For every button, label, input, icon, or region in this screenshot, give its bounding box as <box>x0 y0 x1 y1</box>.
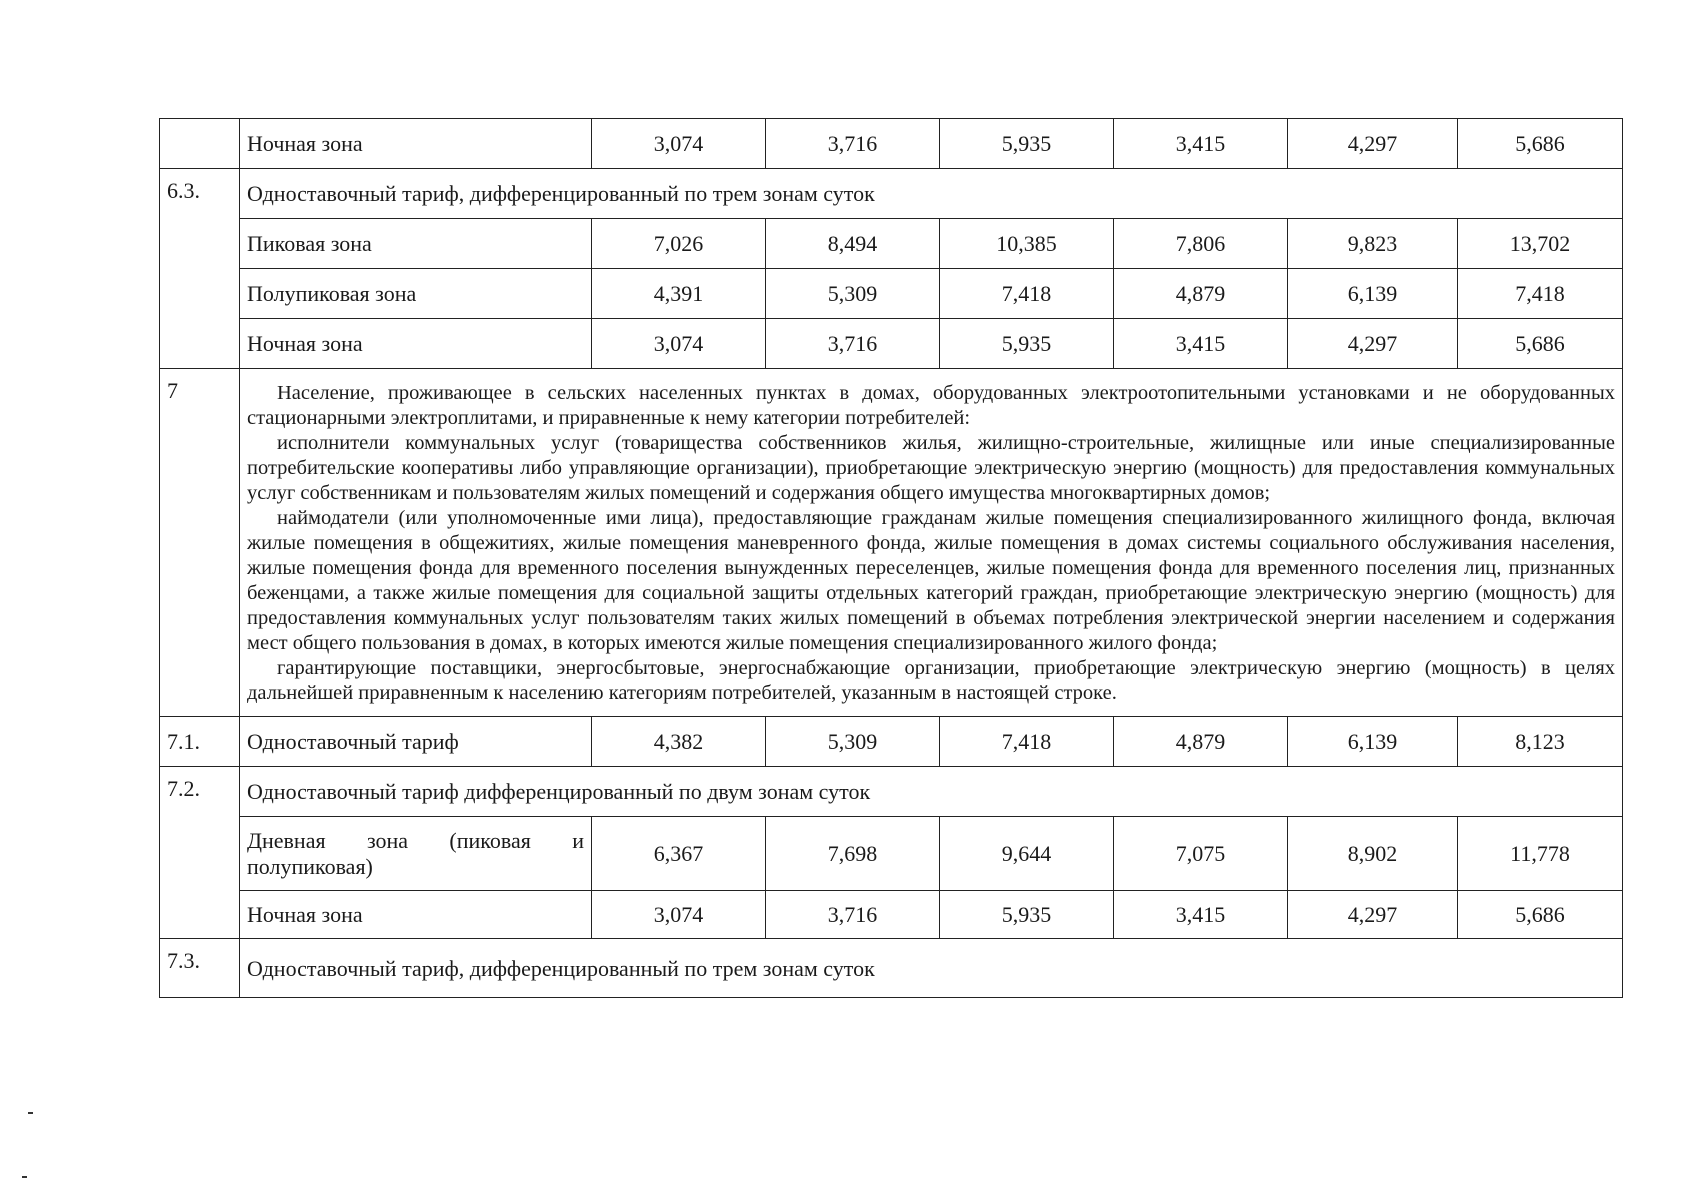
section-title: Одноставочный тариф, дифференцированный по трем зонам суток <box>240 169 1623 219</box>
value-cell: 5,309 <box>766 269 940 319</box>
value-cell: 5,686 <box>1458 319 1623 369</box>
row-number <box>160 119 240 169</box>
value-cell: 7,418 <box>940 717 1114 767</box>
value-cell: 6,367 <box>592 817 766 891</box>
section-row <box>160 939 1623 998</box>
description-row <box>160 369 1623 717</box>
section-title: Одноставочный тариф дифференцированный по двум зонам суток <box>240 767 1623 817</box>
value-cell: 3,415 <box>1114 119 1288 169</box>
row-label: Ночная зона <box>240 319 592 369</box>
row-number: 6.3. <box>160 169 240 369</box>
value-cell: 3,074 <box>592 891 766 939</box>
row-label <box>240 817 592 891</box>
value-cell: 3,415 <box>1114 319 1288 369</box>
row-number: 7 <box>160 369 240 717</box>
value-cell: 8,902 <box>1288 817 1458 891</box>
row-label: Пиковая зона <box>240 219 592 269</box>
section-title: Одноставочный тариф, дифференцированный по трем зонам суток <box>240 939 1623 998</box>
value-cell: 5,309 <box>766 717 940 767</box>
row-number: 7.3. <box>160 939 240 998</box>
value-cell: 5,935 <box>940 319 1114 369</box>
table-row <box>160 319 1623 369</box>
value-cell: 9,644 <box>940 817 1114 891</box>
value-cell: 11,778 <box>1458 817 1623 891</box>
value-cell: 7,806 <box>1114 219 1288 269</box>
value-cell: 5,686 <box>1458 891 1623 939</box>
row-label: Ночная зона <box>240 119 592 169</box>
value-cell: 7,026 <box>592 219 766 269</box>
value-cell: 5,935 <box>940 119 1114 169</box>
table-row <box>160 119 1623 169</box>
table-row <box>160 717 1623 767</box>
paragraph: Население, проживающее в сельских населенных пунктах в домах, оборудованных электроотопительными установками и не оборудованных стационарными электроплитами, и приравненные к нему категории потребителей: <box>247 382 1615 429</box>
value-cell: 7,418 <box>940 269 1114 319</box>
value-cell: 6,139 <box>1288 269 1458 319</box>
tariff-table <box>159 118 1623 998</box>
paragraph: гарантирующие поставщики, энергосбытовые, энергоснабжающие организации, приобретающие электрическую энергию (мощность) в целях дальнейшей приравненным к населению категориям потребителей, указанным в настоящей строке. <box>247 657 1615 704</box>
row-number: 7.2. <box>160 767 240 939</box>
value-cell: 4,879 <box>1114 269 1288 319</box>
value-cell: 7,698 <box>766 817 940 891</box>
value-cell: 5,935 <box>940 891 1114 939</box>
category-description <box>240 369 1623 717</box>
value-cell: 4,382 <box>592 717 766 767</box>
paragraph: наймодатели (или уполномоченные ими лица), предоставляющие гражданам жилые помещения специализированного жилищного фонда, включая жилые помещения в общежитиях, жилые помещения маневренного фонда, жилые помещения в домах системы социального обслуживания населения, жилые помещения фонда для временного поселения вынужденных переселенцев, жилые помещения фонда для временного поселения лиц, признанных беженцами, а также жилые помещения для социальной защиты отдельных категорий граждан, приобретающие электрическую энергию (мощность) для предоставления коммунальных услуг пользователям таких жилых помещений в объемах потребления электрической энергии населением и содержания мест общего пользования в домах, в которых имеются жилые помещения специализированного жилого фонда; <box>247 507 1615 654</box>
value-cell: 4,297 <box>1288 119 1458 169</box>
row-label: Ночная зона <box>240 891 592 939</box>
row-label: Полупиковая зона <box>240 269 592 319</box>
value-cell: 4,297 <box>1288 891 1458 939</box>
value-cell: 8,123 <box>1458 717 1623 767</box>
value-cell: 5,686 <box>1458 119 1623 169</box>
value-cell: 8,494 <box>766 219 940 269</box>
value-cell: 4,391 <box>592 269 766 319</box>
value-cell: 3,415 <box>1114 891 1288 939</box>
section-row <box>160 767 1623 817</box>
value-cell: 3,074 <box>592 319 766 369</box>
value-cell: 4,297 <box>1288 319 1458 369</box>
value-cell: 3,074 <box>592 119 766 169</box>
scan-speck <box>22 1176 27 1178</box>
value-cell: 10,385 <box>940 219 1114 269</box>
table-row <box>160 817 1623 891</box>
row-label-text: Дневная зона (пиковая и полупиковая) <box>247 827 584 879</box>
row-label: Одноставочный тариф <box>240 717 592 767</box>
value-cell: 3,716 <box>766 891 940 939</box>
value-cell: 7,418 <box>1458 269 1623 319</box>
table-row <box>160 219 1623 269</box>
row-number: 7.1. <box>160 717 240 767</box>
section-row <box>160 169 1623 219</box>
value-cell: 4,879 <box>1114 717 1288 767</box>
scan-speck <box>28 1112 33 1114</box>
value-cell: 9,823 <box>1288 219 1458 269</box>
value-cell: 6,139 <box>1288 717 1458 767</box>
value-cell: 13,702 <box>1458 219 1623 269</box>
table-row <box>160 891 1623 939</box>
value-cell: 3,716 <box>766 319 940 369</box>
value-cell: 7,075 <box>1114 817 1288 891</box>
value-cell: 3,716 <box>766 119 940 169</box>
paragraph: исполнители коммунальных услуг (товарищества собственников жилья, жилищно-строительные, жилищные или иные специализированные потребительские кооперативы либо управляющие организации), приобретающие электрическую энергию (мощность) для предоставления коммунальных услуг собственникам и пользователям жилых помещений и содержания общего имущества многоквартирных домов; <box>247 432 1615 504</box>
table-row <box>160 269 1623 319</box>
